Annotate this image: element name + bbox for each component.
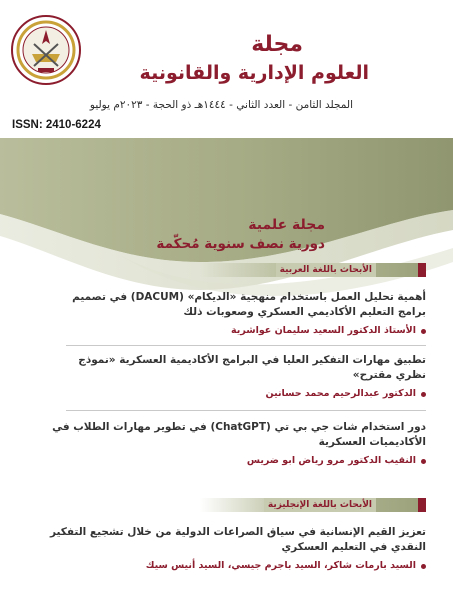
article-item — [46, 353, 426, 399]
section-header-english — [200, 498, 426, 512]
divider — [66, 345, 426, 346]
article-item — [46, 525, 426, 571]
subtitle-line1: مجلة علمية — [248, 217, 325, 233]
article-title: تعزيز القيم الإنسانية في سياق الصراعات الدولية من خلال تشجيع التفكير النقدي في التعليم العسكري — [49, 526, 426, 553]
subtitle-line2: دورية نصف سنوية مُحكّمة — [156, 236, 325, 252]
academy-logo-icon — [10, 14, 82, 86]
section-header-arabic — [200, 263, 426, 277]
section-label: الأبحاث باللغة العربية — [276, 263, 376, 277]
article-author: الأستاذ الدكتور السعيد سليمان عواشرية — [46, 325, 426, 336]
issue-info: المجلد الثامن - العدد الثاني - ١٤٤٤هـ ذو الحجة - ٢٠٢٣م يوليو — [89, 99, 353, 111]
section-marker — [418, 263, 426, 277]
article-author: الدكتور عبدالرحيم محمد حسانين — [46, 388, 426, 399]
article-author: النقيب الدكتور مرو رياض ابو ضريس — [46, 455, 426, 466]
journal-title-line2: العلوم الإدارية والقانونية — [139, 62, 369, 84]
article-item — [46, 290, 426, 336]
article-title: تطبيق مهارات التفكير العليا في البرامج الأكاديمية العسكرية «نموذج نظري مقترح» — [78, 354, 426, 381]
article-title: دور استخدام شات جي بي تي (ChatGPT) في تطوير مهارات الطلاب في الأكاديميات العسكرية — [52, 421, 426, 448]
journal-title-line1: مجلة — [251, 32, 303, 57]
section-label: الأبحاث باللغة الإنجليزية — [264, 498, 376, 512]
article-title: أهمية تحليل العمل باستخدام منهجية «الديكام» (DACUM) في تصميم برامج التعليم الأكاديمي العسكري وصعوبات ذلك — [72, 291, 426, 318]
article-author: السيد بارمات شاكر، السيد باجرم جيسي، السيد أنيس سيك — [46, 560, 426, 571]
article-item — [46, 420, 426, 466]
issn-number: ISSN: 2410-6224 — [12, 119, 101, 131]
divider — [66, 410, 426, 411]
section-marker — [418, 498, 426, 512]
